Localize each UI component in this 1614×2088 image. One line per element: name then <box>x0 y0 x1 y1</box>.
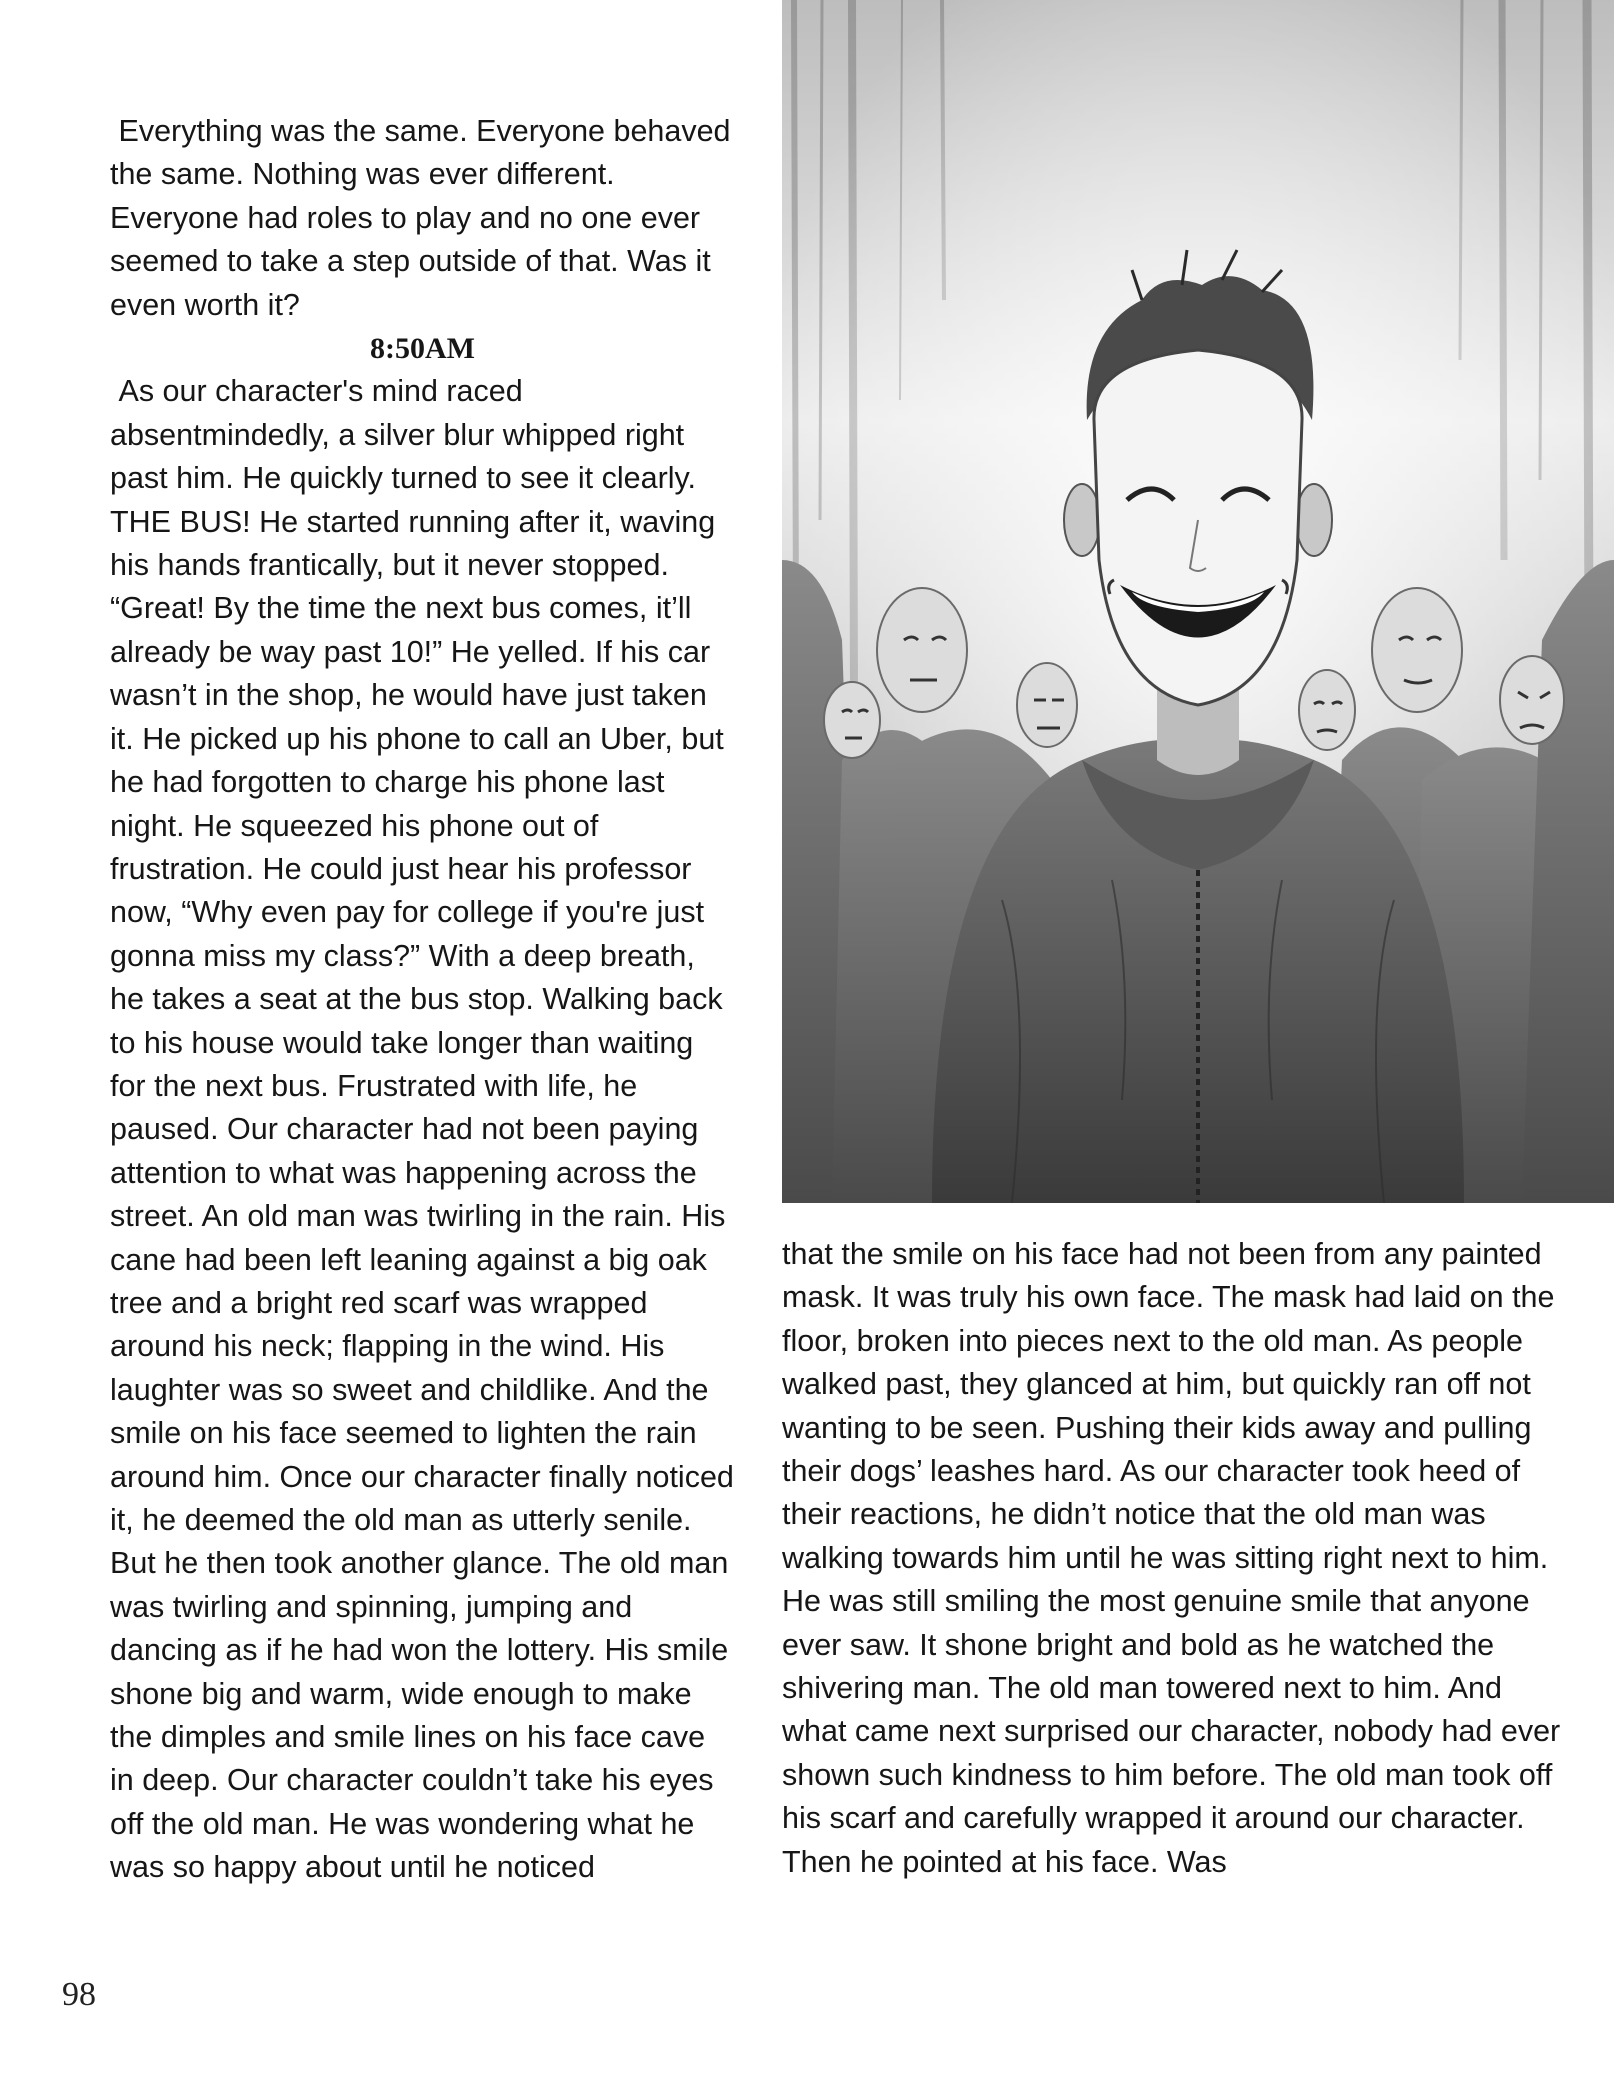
paragraph-bus: As our character's mind raced absentmindedly, a silver blur whipped right past him. He quickly turned to see it clearly. THE BUS! He started running after it, waving his hands frantically, but it never stopped. “Great! By the time the next bus comes, it’ll already be way past 10!” He yelled. If his car wasn’t in the shop, he would have just taken it. He picked up his phone to call an Uber, but he had forgotten to charge his phone last night. He squeezed his phone out of frustration. He could just hear his professor now, “Why even pay for college if you're just gonna miss my class?” With a deep breath, he takes a seat at the bus stop. Walking back to his house would take longer than waiting for the next bus. Frustrated with life, he paused. Our character had not been paying attention to what was happening across the street. An old man was twirling in the rain. His cane had been left leaning against a big oak tree and a bright red scarf was wrapped around his neck; flapping in the wind. His laughter was so sweet and childlike. And the smile on his face seemed to lighten the rain around him. Once our character finally noticed it, he deemed the old man as utterly senile. But he then took another glance. The old man was twirling and spinning, jumping and dancing as if he had won the lottery. His smile shone big and warm, wide enough to make the dimples and smile lines on his face cave in deep. Our character couldn’t take his eyes off the old man. He was wondering what he was so happy about until he noticed <box>110 374 734 1885</box>
masked-crowd-illustration <box>782 0 1614 1203</box>
left-text-column <box>110 110 735 1890</box>
time-heading: 8:50AM <box>370 332 475 366</box>
paragraph-continued: that the smile on his face had not been from any painted mask. It was truly his own face. The mask had laid on the floor, broken into pieces next to the old man. As people walked past, they glanced at him, but quickly ran off not wanting to be seen. Pushing their kids away and pulling their dogs’ leashes hard. As our character took heed of their reactions, he didn’t notice that the old man was walking towards him until he was sitting right next to him. He was still smiling the most genuine smile that anyone ever saw. It shone bright and bold as he watched the shivering man. The old man towered next to him. And what came next surprised our character, nobody had ever shown such kindness to him before. The old man took off his scarf and carefully wrapped it around our character. Then he pointed at his face. Was <box>782 1237 1561 1879</box>
page-number: 98 <box>62 1976 96 2013</box>
paragraph-opening: Everything was the same. Everyone behaved the same. Nothing was ever different. Everyone had roles to play and no one ever seemed to take a step outside of that. Was it even worth it? <box>110 114 731 322</box>
